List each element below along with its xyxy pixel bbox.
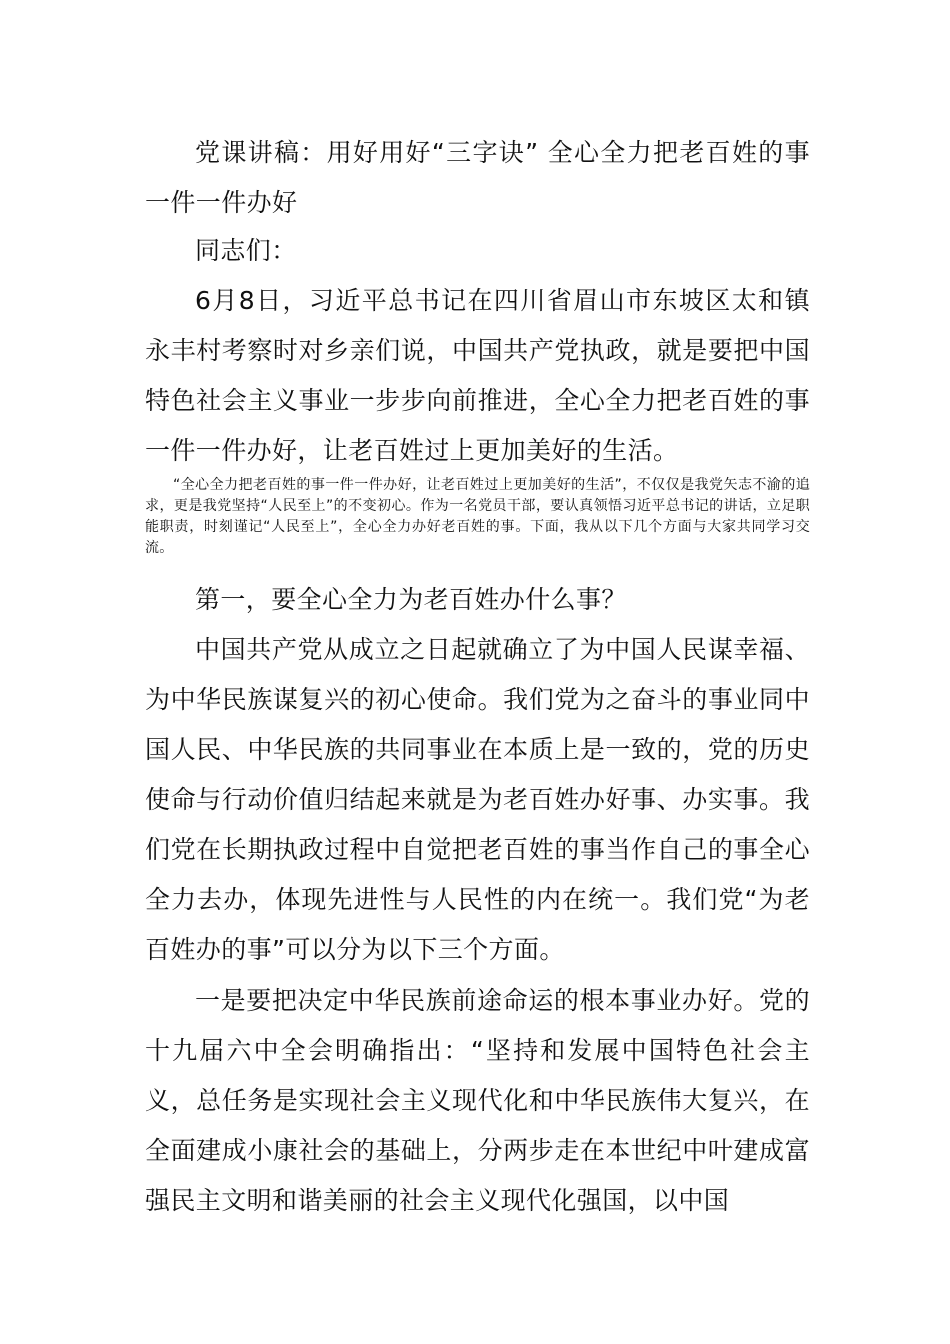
body-paragraph-2: 一是要把决定中华民族前途命运的根本事业办好。党的十九届六中全会明确指出：“坚持和发展中国特色社会主义，总任务是实现社会主义现代化和中华民族伟大复兴，在全面建成小康社会的基础上，分两步走在本世纪中叶建成富强民主文明和谐美丽的社会主义现代化强国，以中国: [145, 986, 810, 1215]
quote-paragraph: “全心全力把老百姓的事一件一件办好，让老百姓过上更加美好的生活”，不仅仅是我党矢志不渝的追求，更是我党坚持“人民至上”的不变初心。作为一名党员干部，要认真领悟习近平总书记的讲话，立足职能职责，时刻谨记“人民至上”，全心全力办好老百姓的事。下面，我从以下几个方面与大家共同学习交流。: [145, 477, 810, 556]
intro-paragraph: 6月8日，习近平总书记在四川省眉山市东坡区太和镇永丰村考察时对乡亲们说，中国共产党执政，就是要把中国特色社会主义事业一步步向前推进，全心全力把老百姓的事一件一件办好，让老百姓过上更加美好的生活。: [145, 286, 810, 465]
body-paragraph-1: 中国共产党从成立之日起就确立了为中国人民谋幸福、为中华民族谋复兴的初心使命。我们党为之奋斗的事业同中国人民、中华民族的共同事业在本质上是一致的，党的历史使命与行动价值归结起来就是为老百姓办好事、办实事。我们党在长期执政过程中自觉把老百姓的事当作自己的事全心全力去办，体现先进性与人民性的内在统一。我们党“为老百姓办的事”可以分为以下三个方面。: [145, 635, 810, 964]
section-heading-1: 第一，要全心全力为老百姓办什么事？: [195, 585, 627, 614]
salutation: 同志们：: [195, 236, 297, 265]
document-title: 党课讲稿：用好用好“三字诀” 全心全力把老百姓的事一件一件办好: [145, 138, 810, 217]
